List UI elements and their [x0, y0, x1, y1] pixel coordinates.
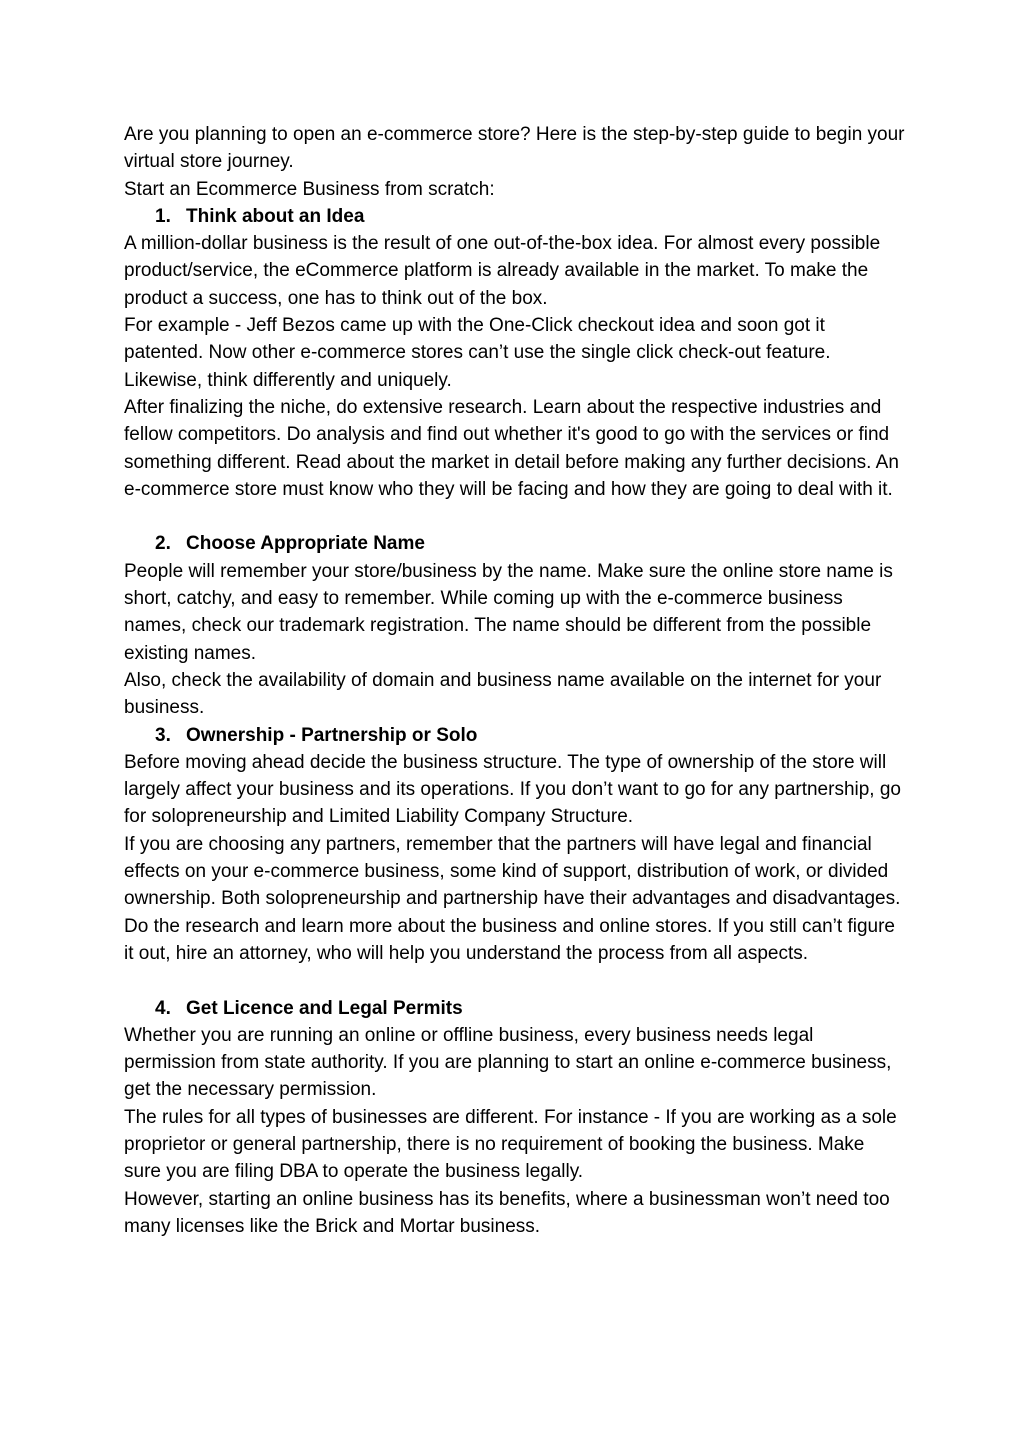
section-title: Choose Appropriate Name: [186, 533, 425, 555]
paragraph: For example - Jeff Bezos came up with the One-Click checkout idea and soon got it patented. Now other e-commerce stores can’t use the single click check-out feature. Likewise, think differently and uniquely.: [124, 315, 831, 391]
section-number: 2.: [155, 533, 171, 555]
paragraph: If you are choosing any partners, remember that the partners will have legal and financial effects on your e-commerce business, some kind of support, distribution of work, or divided ownership. Both solopreneurship and partnership have their advantages and disadvantages. Do the research and learn more about the business and online stores. If you still can’t figure it out, hire an attorney, who will help you understand the process from all aspects.: [124, 833, 901, 964]
section-heading-4: [124, 995, 906, 1022]
section-number: 3.: [155, 724, 171, 746]
document-page: [124, 121, 906, 1240]
section-title: Think about an Idea: [186, 205, 365, 227]
section-number: 4.: [155, 997, 171, 1019]
section-title: Ownership - Partnership or Solo: [186, 724, 478, 746]
paragraph: However, starting an online business has its benefits, where a businessman won’t need too many licenses like the Brick and Mortar business.: [124, 1188, 890, 1237]
paragraph: People will remember your store/business by the name. Make sure the online store name is short, catchy, and easy to remember. While coming up with the e-commerce business names, check our trademark registration. The name should be different from the possible existing names.: [124, 560, 893, 664]
section-heading-2: [124, 530, 906, 557]
blank-line: [124, 967, 906, 994]
section-number: 1.: [155, 205, 171, 227]
section-heading-3: [124, 722, 906, 749]
paragraph: A million-dollar business is the result of one out-of-the-box idea. For almost every possible product/service, the eCommerce platform is already available in the market. To make the product a success, one has to think out of the box.: [124, 233, 881, 309]
paragraph: Also, check the availability of domain and business name available on the internet for your business.: [124, 669, 882, 719]
paragraph: After finalizing the niche, do extensive research. Learn about the respective industries and fellow competitors. Do analysis and find out whether it's good to go with the services or find something different. Read about the market in detail before making any further decisions. An e-commerce store must know who they will be facing and how they are going to deal with it.: [124, 396, 899, 500]
intro-paragraph: Are you planning to open an e-commerce store? Here is the step-by-step guide to begin your virtual store journey.: [124, 124, 905, 173]
paragraph: The rules for all types of businesses are different. For instance - If you are working as a sole proprietor or general partnership, there is no requirement of booking the business. Make sure you are filing DBA to operate the business legally.: [124, 1106, 897, 1183]
paragraph: Before moving ahead decide the business structure. The type of ownership of the store will largely affect your business and its operations. If you don’t want to go for any partnership, go for solopreneurship and Limited Liability Company Structure.: [124, 751, 901, 828]
section-heading-1: [124, 203, 906, 230]
paragraph: Whether you are running an online or offline business, every business needs legal permission from state authority. If you are planning to start an online e-commerce business, get the necessary permission.: [124, 1024, 892, 1101]
blank-line: [124, 503, 906, 530]
intro-subtitle: Start an Ecommerce Business from scratch:: [124, 178, 495, 200]
section-title: Get Licence and Legal Permits: [186, 997, 463, 1019]
